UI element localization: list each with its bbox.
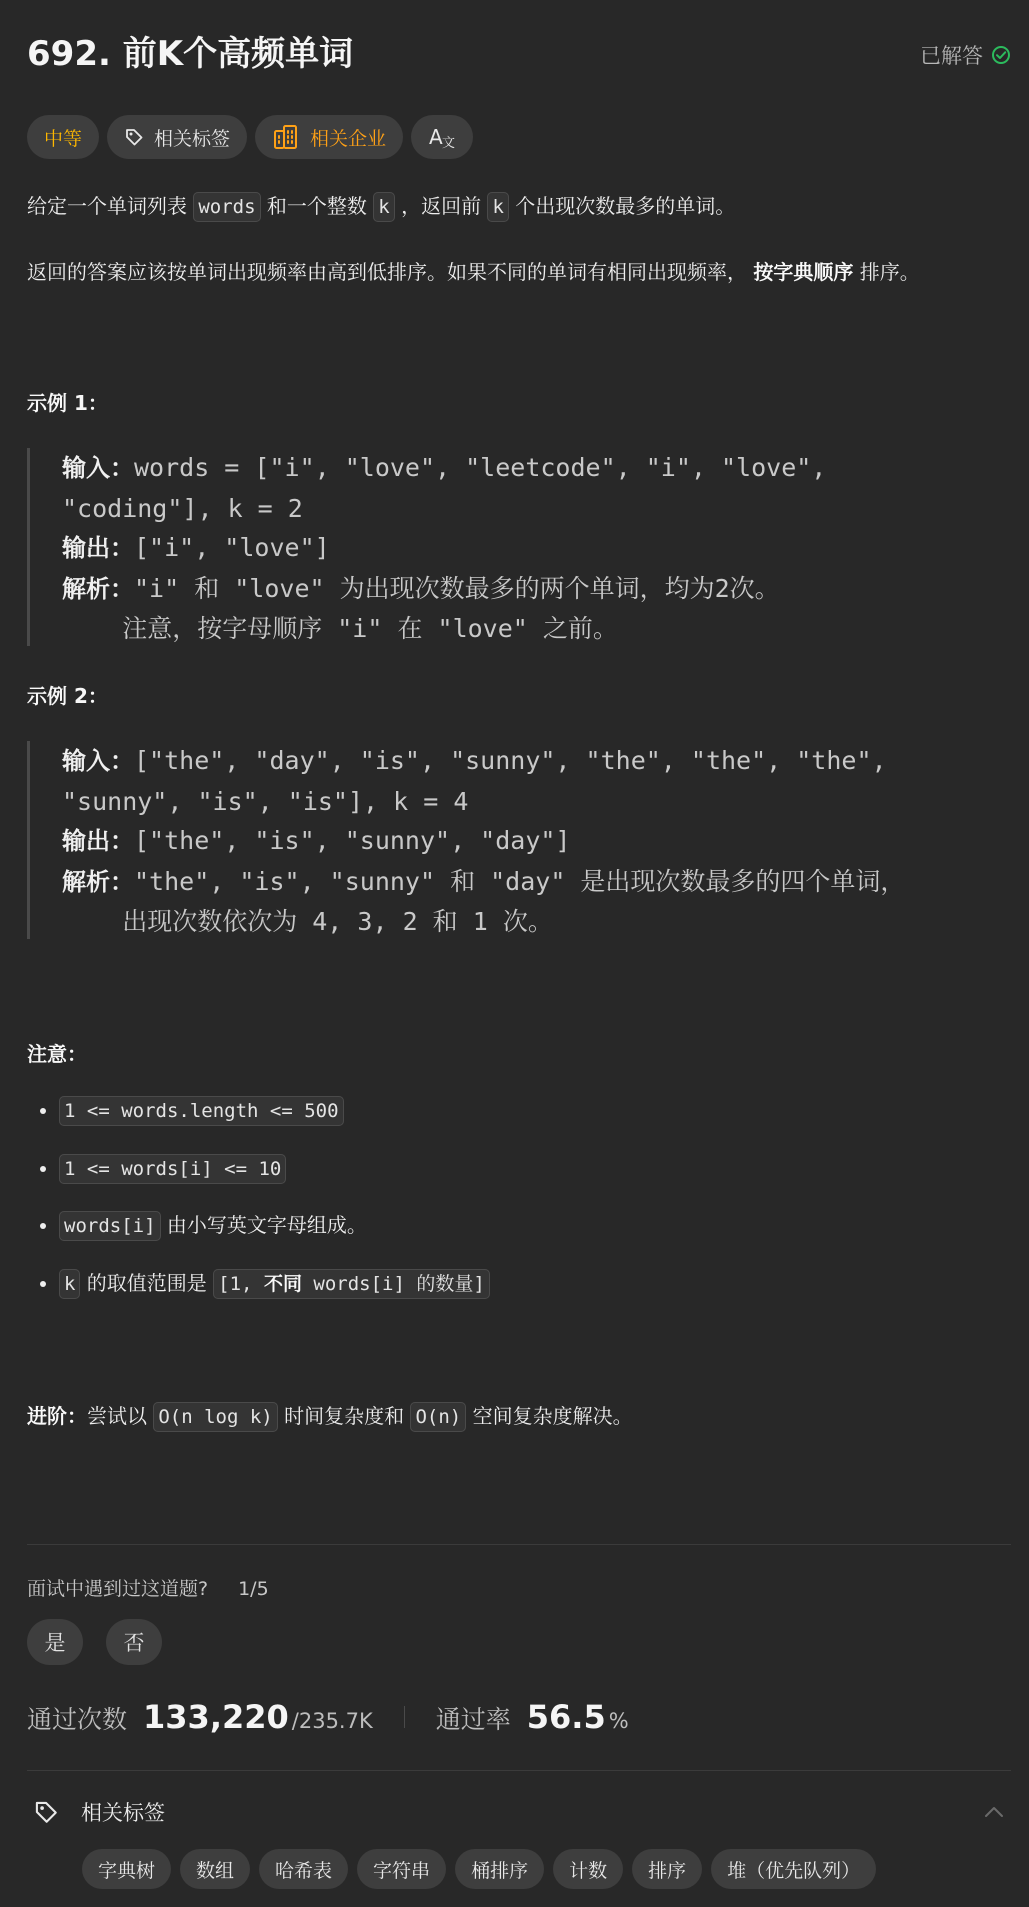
label: 解析： xyxy=(62,867,134,896)
label: 输出： xyxy=(62,827,134,855)
value: "i" 和 "love" 为出现次数最多的两个单词，均为2次。 xyxy=(134,573,780,603)
related-tags-list xyxy=(82,1849,876,1889)
value: "the", "is", "sunny" 和 "day" 是出现次数最多的四个单词， xyxy=(134,866,906,896)
difficulty-badge[interactable] xyxy=(27,115,99,159)
text: 的取值范围是 xyxy=(80,1270,214,1295)
accepted-label: 通过次数 xyxy=(27,1705,128,1734)
value: ["i", "love"] xyxy=(134,533,330,562)
tag-pill[interactable]: 桶排序 xyxy=(455,1849,544,1889)
label: 输入： xyxy=(62,747,134,775)
inline-code: O(n) xyxy=(410,1402,466,1432)
text: 给定一个单词列表 xyxy=(27,194,194,218)
interview-step: 1/5 xyxy=(238,1578,269,1600)
inline-code xyxy=(213,1269,490,1299)
text: 空间复杂度解决。 xyxy=(466,1404,633,1428)
example-input-cont: "sunny", "is", "is"], k = 4 xyxy=(62,786,469,816)
value: words = ["i", "love", "leetcode", "i", "love", xyxy=(134,453,827,482)
tag-pill[interactable]: 字符串 xyxy=(357,1849,446,1889)
list-item xyxy=(59,1148,490,1206)
solved-status xyxy=(920,40,1011,70)
tag-pill[interactable]: 计数 xyxy=(553,1849,623,1889)
inline-code: words xyxy=(193,192,260,222)
tag-pill[interactable]: 堆（优先队列） xyxy=(711,1849,876,1889)
acceptance-rate: 56.5 xyxy=(526,1698,606,1736)
value: ["the", "is", "sunny", "day"] xyxy=(134,826,571,855)
text: 尝试以 xyxy=(87,1404,154,1428)
list-item xyxy=(59,1263,490,1321)
text: 时间复杂度和 xyxy=(277,1404,411,1428)
example-output xyxy=(62,821,1017,862)
tag-icon xyxy=(33,1799,59,1825)
notes-heading: 注意： xyxy=(27,1042,87,1066)
label: 解析： xyxy=(62,574,134,603)
emphasis: 不同 xyxy=(263,1272,302,1295)
yes-button[interactable]: 是 xyxy=(27,1619,83,1665)
check-circle-icon xyxy=(991,45,1011,65)
problem-title: 692. 前K个高频单词 xyxy=(27,34,354,74)
value: ["the", "day", "is", "sunny", "the", "the", "the", xyxy=(134,746,887,775)
code-part: [1, xyxy=(218,1272,264,1295)
inline-code: words[i] xyxy=(59,1211,161,1241)
text: 返回的答案应该按单词出现频率由高到低排序。如果不同的单词有相同出现频率， xyxy=(27,260,754,284)
example-output xyxy=(62,528,1017,569)
acceptance-rate-label: 通过率 xyxy=(435,1705,511,1734)
translate-icon xyxy=(428,124,456,150)
tag-pill[interactable]: 字典树 xyxy=(82,1849,171,1889)
percent-unit: % xyxy=(608,1709,629,1733)
related-tags-label: 相关标签 xyxy=(154,127,231,150)
label: 输入： xyxy=(62,454,134,482)
description-paragraph-1 xyxy=(27,190,735,223)
divider xyxy=(27,1544,1011,1545)
text: ，返回前 xyxy=(394,194,488,218)
solved-label: 已解答 xyxy=(920,44,983,68)
description-paragraph-2 xyxy=(27,256,920,288)
chevron-up-icon[interactable] xyxy=(983,1802,1005,1822)
inline-code: O(n log k) xyxy=(153,1402,277,1432)
constraints-list xyxy=(27,1090,490,1320)
text: 个出现次数最多的单词。 xyxy=(508,194,736,218)
example-explanation xyxy=(62,569,1017,610)
label: 输出： xyxy=(62,534,134,562)
tag-icon xyxy=(124,127,144,147)
example-explanation-cont: 出现次数依次为 4, 3, 2 和 1 次。 xyxy=(62,907,553,936)
list-item xyxy=(59,1205,490,1263)
related-tags-section-header[interactable] xyxy=(27,1792,1011,1832)
inline-code: 1 <= words[i] <= 10 xyxy=(59,1154,286,1184)
inline-code: k xyxy=(487,192,508,222)
building-icon xyxy=(272,123,300,151)
divider xyxy=(404,1706,405,1728)
text: 和一个整数 xyxy=(260,194,374,218)
translate-button[interactable] xyxy=(411,115,473,159)
acceptance-stats xyxy=(27,1698,629,1736)
example-input xyxy=(62,448,1017,489)
submission-count: /235.7K xyxy=(291,1709,373,1733)
text: 由小写英文字母组成。 xyxy=(160,1213,367,1237)
example-1-block xyxy=(27,448,1017,646)
tag-pill[interactable]: 哈希表 xyxy=(259,1849,348,1889)
related-tags-title: 相关标签 xyxy=(81,1801,165,1825)
example-input-cont: "coding"], k = 2 xyxy=(62,493,303,523)
example-2-heading: 示例 2： xyxy=(27,684,108,708)
svg-text:文: 文 xyxy=(442,136,456,150)
example-1-heading: 示例 1： xyxy=(27,391,108,415)
interview-label: 面试中遇到过这道题? xyxy=(27,1578,209,1600)
tag-pill[interactable]: 排序 xyxy=(632,1849,702,1889)
related-companies-label: 相关企业 xyxy=(310,127,387,150)
interview-question xyxy=(27,1574,269,1601)
code-part: words[i] 的数量] xyxy=(301,1272,485,1295)
list-item xyxy=(59,1090,490,1148)
tag-pill[interactable]: 数组 xyxy=(180,1849,250,1889)
no-button[interactable]: 否 xyxy=(106,1619,162,1665)
accepted-count: 133,220 xyxy=(143,1698,289,1736)
divider xyxy=(27,1770,1011,1771)
follow-up xyxy=(27,1400,633,1433)
follow-up-label: 进阶： xyxy=(27,1404,87,1428)
svg-text:A: A xyxy=(429,125,443,149)
inline-code: k xyxy=(59,1269,80,1299)
example-explanation xyxy=(62,862,1017,903)
inline-code: 1 <= words.length <= 500 xyxy=(59,1096,344,1126)
example-input xyxy=(62,741,1017,782)
related-tags-button[interactable] xyxy=(107,115,247,159)
inline-code: k xyxy=(373,192,394,222)
related-companies-button[interactable] xyxy=(255,115,403,159)
difficulty-label: 中等 xyxy=(44,127,83,150)
emphasis: 按字典顺序 xyxy=(753,260,854,284)
text: 排序。 xyxy=(853,260,920,284)
example-explanation-cont: 注意，按字母顺序 "i" 在 "love" 之前。 xyxy=(62,614,618,643)
problem-tag-bar xyxy=(27,115,473,159)
example-2-block xyxy=(27,741,1017,939)
